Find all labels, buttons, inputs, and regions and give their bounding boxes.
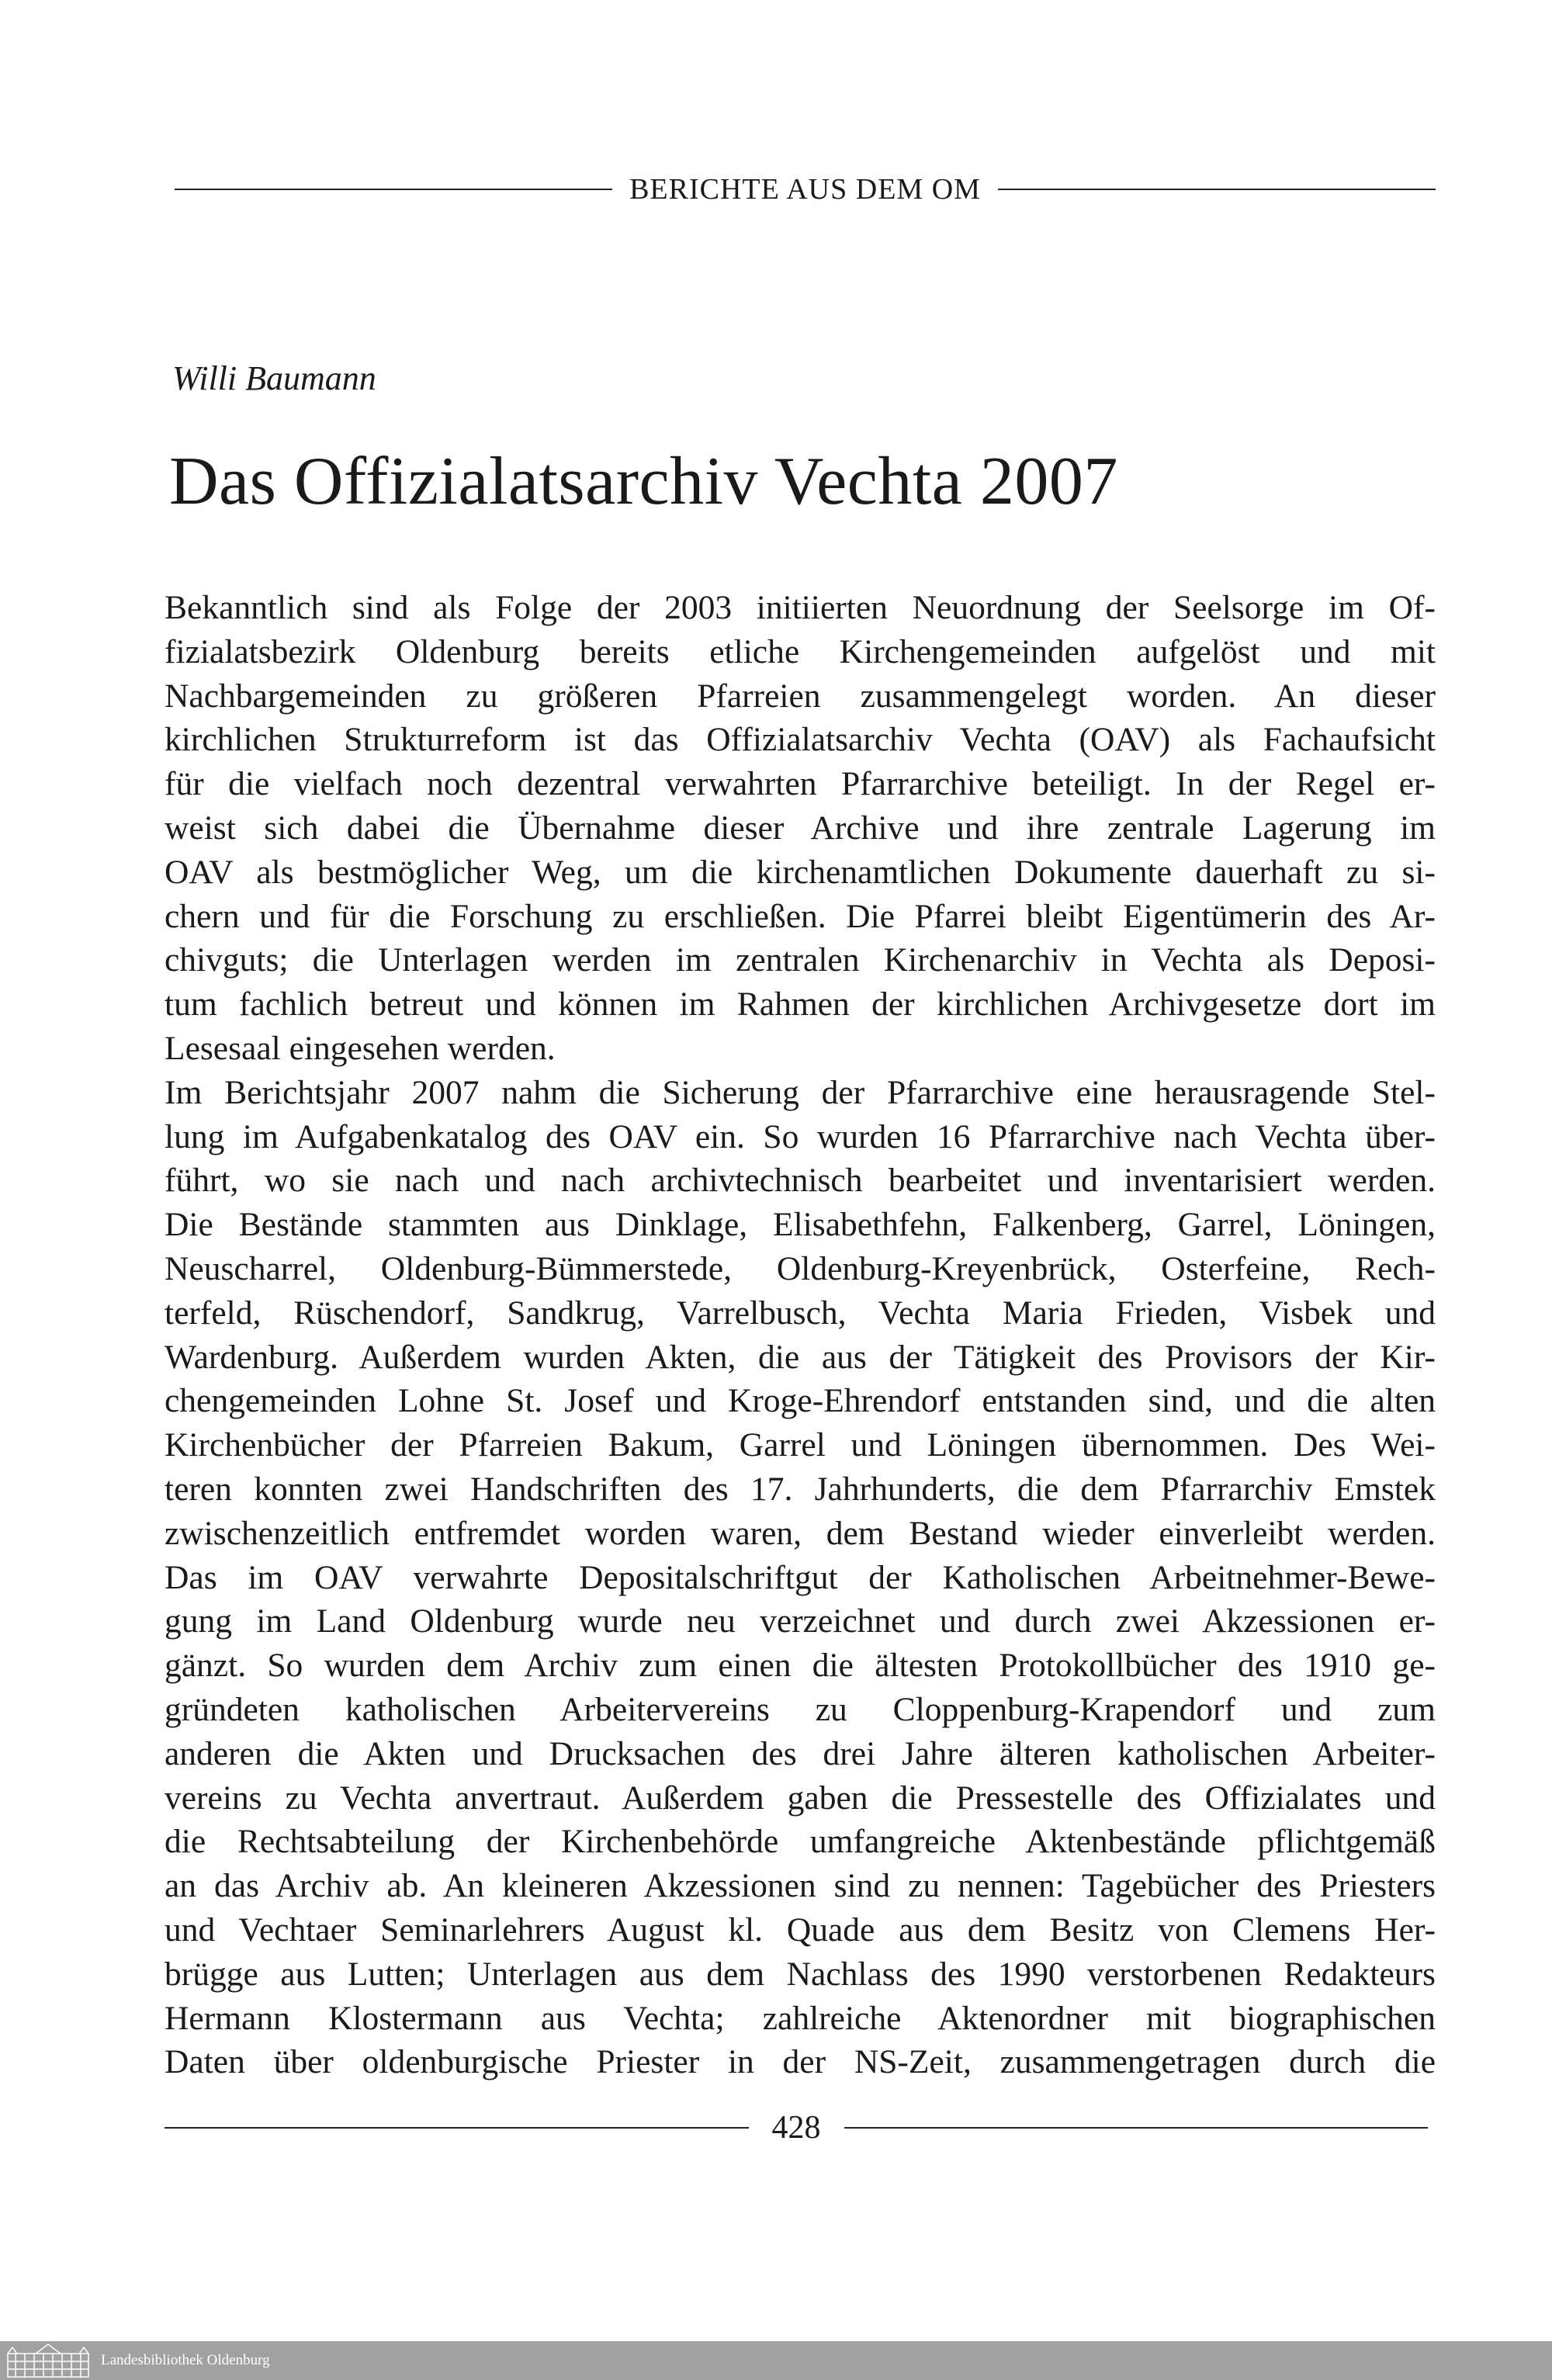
text-line: vereins zu Vechta anvertraut. Außerdem gaben die Pressestelle des Offizialates und xyxy=(165,1779,1436,1817)
library-building-icon xyxy=(5,2343,92,2378)
text-line: gründeten katholischen Arbeitervereins zu Cloppenburg-Krapendorf und zum xyxy=(165,1690,1436,1728)
text-line: terfeld, Rüschendorf, Sandkrug, Varrelbusch, Vechta Maria Frieden, Visbek und xyxy=(165,1294,1436,1332)
article-body xyxy=(165,586,1436,2084)
text-line: führt, wo sie nach und nach archivtechnisch bearbeitet und inventarisiert werden. xyxy=(165,1162,1436,1200)
header-rule-left xyxy=(175,189,612,190)
text-line: anderen die Akten und Drucksachen des drei Jahre älteren katholischen Arbeiter- xyxy=(165,1734,1436,1772)
text-line: Im Berichtsjahr 2007 nahm die Sicherung der Pfarrarchive eine herausragende Stel- xyxy=(165,1073,1436,1111)
page-footer xyxy=(165,2109,1428,2146)
text-line: an das Archiv ab. An kleineren Akzessionen sind zu nennen: Tagebücher des Priesters xyxy=(165,1867,1436,1905)
article-title: Das Offizialatsarchiv Vechta 2007 xyxy=(169,444,1118,519)
text-line: kirchlichen Strukturreform ist das Offizialatsarchiv Vechta (OAV) als Fachaufsicht xyxy=(165,721,1436,759)
text-line: lung im Aufgabenkatalog des OAV ein. So wurden 16 Pfarrarchive nach Vechta über- xyxy=(165,1117,1436,1155)
footer-rule-right xyxy=(844,2127,1429,2129)
text-line: chivguts; die Unterlagen werden im zentralen Kirchenarchiv in Vechta als Deposi- xyxy=(165,941,1436,979)
text-line: die Rechtsabteilung der Kirchenbehörde umfangreiche Aktenbestände pflichtgemäß xyxy=(165,1823,1436,1861)
page-number: 428 xyxy=(771,2110,821,2146)
text-line: fizialatsbezirk Oldenburg bereits etliche Kirchengemeinden aufgelöst und mit xyxy=(165,632,1436,670)
text-line: Die Bestände stammten aus Dinklage, Elisabethfehn, Falkenberg, Garrel, Löningen, xyxy=(165,1206,1436,1244)
text-line: weist sich dabei die Übernahme dieser Archive und ihre zentrale Lagerung im xyxy=(165,809,1436,847)
running-head-text: BERICHTE AUS DEM OM xyxy=(629,173,981,206)
text-line: Hermann Klostermann aus Vechta; zahlreiche Aktenordner mit biographischen xyxy=(165,1999,1436,2037)
author-name: Willi Baumann xyxy=(172,359,376,397)
text-line: gung im Land Oldenburg wurde neu verzeichnet und durch zwei Akzessionen er- xyxy=(165,1602,1436,1640)
text-line: chengemeinden Lohne St. Josef und Kroge-Ehrendorf entstanden sind, und die alten xyxy=(165,1382,1436,1420)
footer-rule-left xyxy=(165,2127,749,2129)
text-line: und Vechtaer Seminarlehrers August kl. Quade aus dem Besitz von Clemens Her- xyxy=(165,1911,1436,1949)
text-line: Das im OAV verwahrte Depositalschriftgut der Katholischen Arbeitnehmer-Bewe- xyxy=(165,1558,1436,1596)
text-line: Daten über oldenburgische Priester in der NS-Zeit, zusammengetragen durch die xyxy=(165,2043,1436,2081)
header-rule-right xyxy=(998,189,1436,190)
text-line: teren konnten zwei Handschriften des 17. Jahrhunderts, die dem Pfarrarchiv Emstek xyxy=(165,1470,1436,1508)
text-line: Wardenburg. Außerdem wurden Akten, die aus der Tätigkeit des Provisors der Kir- xyxy=(165,1338,1436,1376)
text-line: Neuscharrel, Oldenburg-Bümmerstede, Oldenburg-Kreyenbrück, Osterfeine, Rech- xyxy=(165,1249,1436,1287)
text-line: tum fachlich betreut und können im Rahmen der kirchlichen Archivgesetze dort im xyxy=(165,986,1436,1024)
text-line: für die vielfach noch dezentral verwahrten Pfarrarchive beteiligt. In der Regel er- xyxy=(165,765,1436,803)
text-line: Bekanntlich sind als Folge der 2003 initiierten Neuordnung der Seelsorge im Of- xyxy=(165,589,1436,626)
text-line: Lesesaal eingesehen werden. xyxy=(165,1029,556,1067)
text-line: Kirchenbücher der Pfarreien Bakum, Garrel und Löningen übernommen. Des Wei- xyxy=(165,1426,1436,1464)
text-line: gänzt. So wurden dem Archiv zum einen die ältesten Protokollbücher des 1910 ge- xyxy=(165,1647,1436,1685)
text-line: brügge aus Lutten; Unterlagen aus dem Nachlass des 1990 verstorbenen Redakteurs xyxy=(165,1955,1436,1993)
text-line: zwischenzeitlich entfremdet worden waren, dem Bestand wieder einverleibt werden. xyxy=(165,1514,1436,1552)
text-line: OAV als bestmöglicher Weg, um die kirchenamtlichen Dokumente dauerhaft zu si- xyxy=(165,853,1436,891)
text-line: chern und für die Forschung zu erschließen. Die Pfarrei bleibt Eigentümerin des Ar- xyxy=(165,897,1436,935)
library-name: Landesbibliothek Oldenburg xyxy=(101,2352,270,2368)
text-line: Nachbargemeinden zu größeren Pfarreien zusammengelegt worden. An dieser xyxy=(165,677,1436,715)
library-footer-bar xyxy=(0,2341,1552,2380)
running-header xyxy=(175,172,1436,206)
